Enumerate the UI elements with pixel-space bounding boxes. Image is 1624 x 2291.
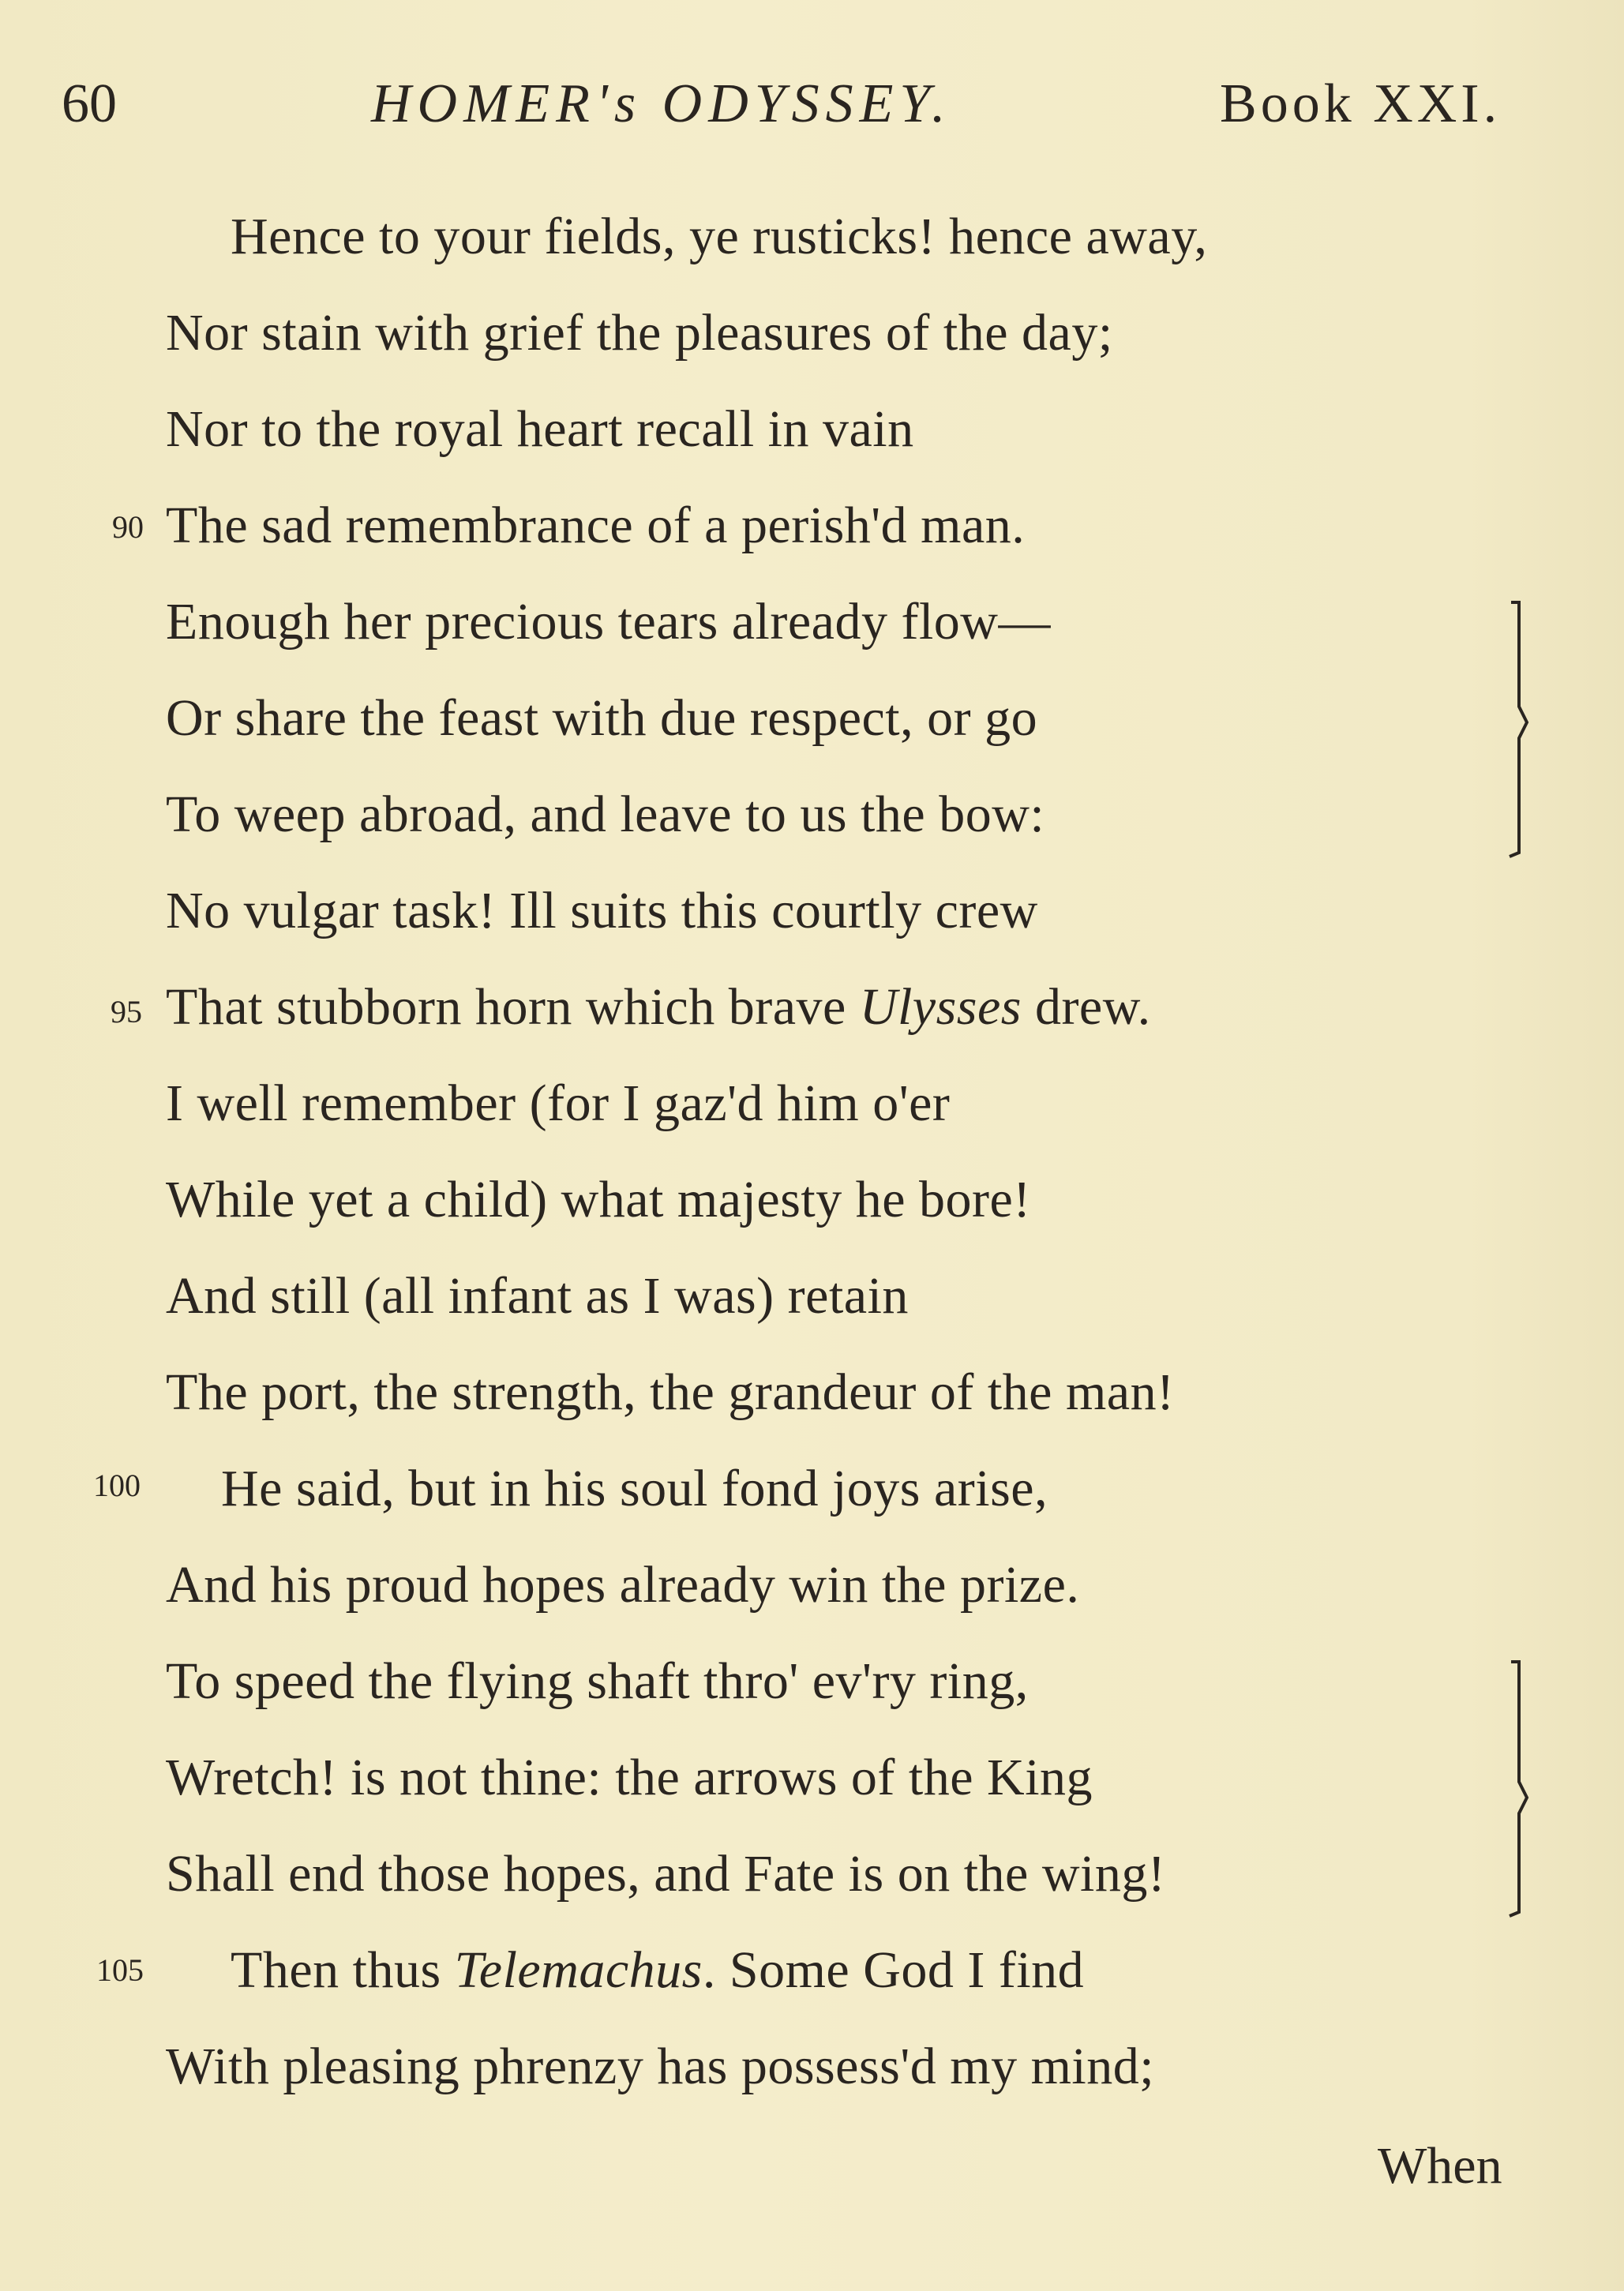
verse-line (166, 976, 1151, 1039)
verse-line: To weep abroad, and leave to us the bow: (166, 786, 1045, 843)
verse-line: And his proud hopes already win the prize. (166, 1556, 1080, 1614)
verse-line: Or share the feast with due respect, or go (166, 689, 1038, 747)
verse-line: Shall end those hopes, and Fate is on the wing! (166, 1845, 1166, 1903)
page-number: 60 (62, 73, 117, 134)
verse-line: He said, but in his soul fond joys arise, (221, 1460, 1048, 1517)
line-number: 105 (96, 1952, 144, 1988)
book-label: Book XXI. (1220, 73, 1502, 134)
verse-text: drew. (1021, 978, 1151, 1036)
verse-line: Wretch! is not thine: the arrows of the King (166, 1749, 1093, 1806)
proper-name: Telemachus (454, 1941, 703, 1999)
triplet-brace (1500, 596, 1547, 864)
line-number: 100 (93, 1468, 141, 1503)
verse-text: That stubborn horn which brave (166, 978, 860, 1036)
verse-line: While yet a child) what majesty he bore! (166, 1171, 1031, 1228)
verse-line: Nor stain with grief the pleasures of the day; (166, 304, 1113, 362)
proper-name: Ulysses (859, 978, 1022, 1036)
verse-line: The sad remembrance of a perish'd man. (166, 497, 1026, 554)
catchword: When (1378, 2137, 1502, 2195)
line-number: 90 (112, 509, 144, 545)
verse-line: The port, the strength, the grandeur of the man! (166, 1363, 1175, 1421)
verse-line: Hence to your fields, ye rusticks! hence away, (231, 208, 1208, 265)
running-title: HOMER's ODYSSEY. (371, 73, 952, 134)
verse-line: I well remember (for I gaz'd him o'er (166, 1074, 951, 1132)
verse-line (231, 1939, 1084, 2002)
triplet-brace (1500, 1655, 1547, 1924)
verse-line: Nor to the royal heart recall in vain (166, 400, 914, 458)
verse-line: Enough her precious tears already flow— (166, 593, 1051, 651)
verse-line: And still (all infant as I was) retain (166, 1267, 909, 1325)
verse-line: No vulgar task! Ill suits this courtly crew (166, 882, 1038, 939)
verse-line: To speed the flying shaft thro' ev'ry ring, (166, 1652, 1029, 1710)
verse-text: Then thus (231, 1941, 455, 1999)
verse-text: . Some God I find (702, 1941, 1085, 1999)
verse-line: With pleasing phrenzy has possess'd my mind; (166, 2038, 1155, 2095)
line-number: 95 (111, 994, 142, 1029)
